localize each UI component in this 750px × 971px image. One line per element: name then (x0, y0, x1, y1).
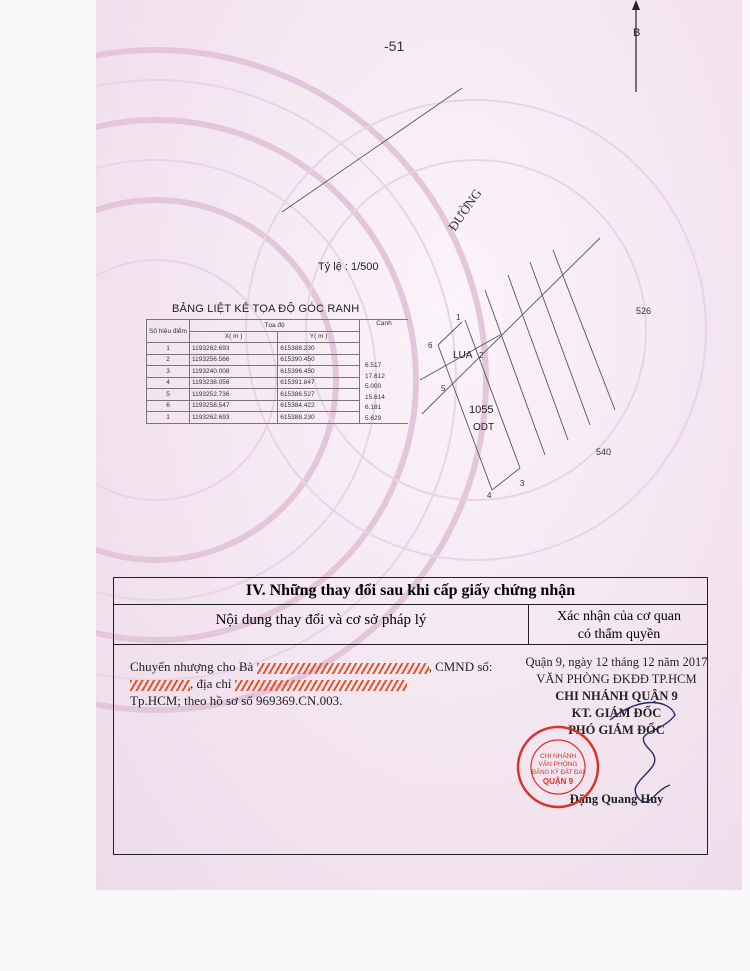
edge-length: 6.517 (365, 362, 382, 369)
confirm-signer: Đặng Quang Huy (569, 792, 664, 806)
parcel-land-type: LUA (453, 350, 473, 361)
table-row: 1 1193262.693 615388.230 (147, 343, 409, 355)
edge-length: 15.614 (365, 393, 385, 401)
vertex-label: 5 (441, 384, 446, 393)
svg-text:QUẬN 9: QUẬN 9 (542, 777, 574, 786)
edge-length: 5.000 (365, 383, 382, 391)
edge-length: 17.612 (365, 372, 385, 380)
coord-table-title: BẢNG LIỆT KÊ TỌA ĐỘ GÓC RANH (172, 303, 360, 315)
edge-length: 5.629 (365, 414, 382, 422)
table-row: 5 1193252.736 615386.527 (147, 389, 409, 401)
divider (114, 644, 707, 645)
svg-text:ĐĂNG KÝ ĐẤT ĐAI: ĐĂNG KÝ ĐẤT ĐAI (531, 770, 585, 776)
map-scale: Tỷ lệ : 1/500 (318, 261, 379, 273)
header-y: Y( m ) (278, 331, 360, 343)
header-edge: Cạnh (360, 320, 409, 424)
vertex-label: 2 (479, 351, 484, 360)
vertex-label: 6 (428, 341, 433, 350)
edge-length: 6.181 (365, 404, 382, 412)
signature-icon (600, 690, 690, 820)
column-header-changes: Nội dung thay đổi và cơ sở pháp lý (215, 612, 427, 628)
parcel-boundary (438, 345, 495, 490)
vertex-label: 3 (520, 479, 525, 488)
official-stamp-icon (515, 724, 601, 810)
parcel-use: ODT (473, 422, 495, 433)
svg-text:CHI NHÁNH: CHI NHÁNH (539, 753, 577, 760)
header-coords: Tọa độ (190, 320, 360, 332)
redacted-name (257, 663, 429, 674)
table-row: 1 1193262.693 615388.230 (147, 412, 409, 424)
confirm-office: VĂN PHÒNG ĐKĐĐ TP.HCM (536, 672, 697, 686)
table-row: 3 1193240.008 615396.450 (147, 366, 409, 378)
content-line: Tp.HCM; theo hồ sơ số 969369.CN.003. (130, 693, 343, 708)
content-line: , địa chỉ (130, 675, 520, 692)
road-edge-line (282, 88, 462, 212)
neighbor-parcel: 540 (596, 447, 612, 457)
road-label: ĐƯỜNG (445, 185, 485, 234)
table-row: 2 1193256.566 615390.450 (147, 354, 409, 366)
section-iv-title: IV. Những thay đổi sau khi cấp giấy chứng nhận (114, 578, 707, 605)
content-line: Chuyển nhượng cho Bà , CMND số: (130, 659, 493, 674)
vertex-label: 4 (487, 491, 492, 500)
north-label: B (633, 27, 641, 39)
svg-text:VĂN PHÒNG: VĂN PHÒNG (538, 761, 578, 768)
header-point: Số hiệu điểm (147, 320, 190, 343)
confirm-role: PHÓ GIÁM ĐỐC (568, 723, 665, 737)
confirm-date: Quận 9, ngày 12 tháng 12 năm 2017 (525, 655, 708, 669)
parcel-boundary (492, 468, 520, 490)
table-row: 6 1193258.547 615384.422 (147, 400, 409, 412)
vertex-label: 1 (456, 313, 461, 322)
parcel-number: 1055 (469, 404, 494, 416)
change-content (130, 658, 520, 709)
column-header-confirmation: Xác nhận của cơ quan có thẩm quyền (556, 609, 681, 642)
confirm-branch: CHI NHÁNH QUẬN 9 (555, 689, 678, 703)
redacted-id (130, 680, 190, 691)
redacted-address (235, 680, 407, 691)
page-number: -51 (384, 38, 405, 54)
confirm-kt: KT. GIÁM ĐỐC (571, 706, 662, 720)
column-divider (528, 604, 529, 644)
table-header-row (147, 320, 409, 332)
lot-line (553, 250, 615, 410)
lot-line (530, 262, 590, 425)
table-row: 4 1193238.056 615391.847 (147, 377, 409, 389)
parcel-boundary (438, 322, 462, 345)
header-x: X( m ) (190, 331, 278, 343)
road-edge-line (422, 238, 600, 414)
neighbor-parcel: 526 (636, 306, 652, 316)
edge-lengths (365, 361, 385, 425)
parcel-boundary (465, 320, 520, 468)
